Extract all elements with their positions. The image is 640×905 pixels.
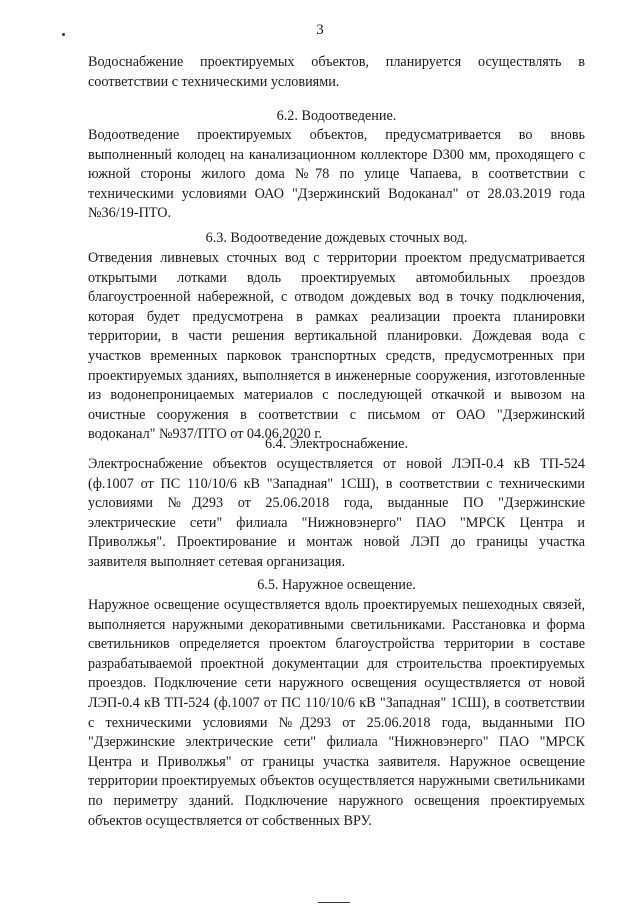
heading-6-5	[88, 576, 585, 596]
paragraph-power-supply	[88, 455, 585, 573]
paragraph-text: Отведения ливневых сточных вод с территории проектом предусматривается открытыми лотками вдоль проектируемых автомобильных проездов благоустроенной набережной, с отводом дождевых вод в точку подключения, которая будет предусмотрена в рамках реализации проекта планировки территории, в части решения вертикальной планировки. Дождевая вода с участков временных парковок транспортных средств, предусмотренных при проектируемых зданиях, выполняется в инженерные сооружения, изготовленные из водонепроницаемых материалов с последующей откачкой и вывозом на очистные сооружения в соответствии с письмом от ОАО "Дзержинский водоканал" №937/ПТО от 04.06.2020 г.	[88, 250, 585, 443]
bottom-rule	[318, 902, 350, 903]
paragraph-drainage	[88, 126, 585, 224]
paragraph-water-supply	[88, 53, 585, 92]
paragraph-text: Водоснабжение проектируемых объектов, планируется осуществлять в соответствии с техническими условиями.	[88, 54, 585, 90]
heading-6-2	[88, 107, 585, 127]
section-heading: 6.5. Наружное освещение.	[257, 577, 416, 593]
paragraph-text: Электроснабжение объектов осуществляется от новой ЛЭП-0.4 кВ ТП-524 (ф.1007 от ПС 110/10/6 кВ "Западная" 1СШ), в соответствии с техническими условиями №Д293 от 25.06.2018 года, выданные ПО "Дзержинские электрические сети" филиала "Нижновэнерго" ПАО "МРСК Центра и Приволжья". Проектирование и монтаж новой ЛЭП до границы участка заявителя выполняет сетевая организация.	[88, 456, 585, 570]
heading-6-3	[88, 229, 585, 249]
page-number: 3	[316, 22, 324, 38]
paragraph-outdoor-lighting	[88, 596, 585, 831]
section-heading: 6.2. Водоотведение.	[276, 108, 397, 124]
paragraph-storm-drainage	[88, 249, 585, 445]
paragraph-text: Водоотведение проектируемых объектов, предусматривается во вновь выполненный колодец на канализационном коллекторе D300 мм, проходящего с южной стороны жилого дома №78 по улице Чапаева, в соответствии с техническими условиями ОАО "Дзержинский Водоканал" от 28.03.2019 года №36/19-ПТО.	[88, 127, 585, 222]
section-heading: 6.4. Электроснабжение.	[265, 436, 408, 452]
section-heading: 6.3. Водоотведение дождевых сточных вод.	[205, 230, 468, 246]
heading-6-4	[88, 435, 585, 455]
paragraph-text: Наружное освещение осуществляется вдоль проектируемых пешеходных связей, выполняется наружными декоративными светильниками. Расстановка и форма светильников определяется проектом благоустройства территории в составе разрабатываемой проектной документации для строительства проектируемых проездов. Подключение сети наружного освещения осуществляется от новой ЛЭП-0.4 кВ ТП-524 (ф.1007 от ПС 110/10/6 кВ "Западная" 1СШ), в соответствии с техническими условиями №Д293 от 25.06.2018 года, выданными ПО "Дзержинские электрические сети" филиала "Нижновэнерго" ПАО "МРСК Центра и Приволжья" от границы участка заявителя. Наружное освещение территории проектируемых объектов осуществляется наружными светильниками по периметру зданий. Подключение наружного освещения проектируемых объектов осуществляется от собственных ВРУ.	[88, 597, 585, 829]
